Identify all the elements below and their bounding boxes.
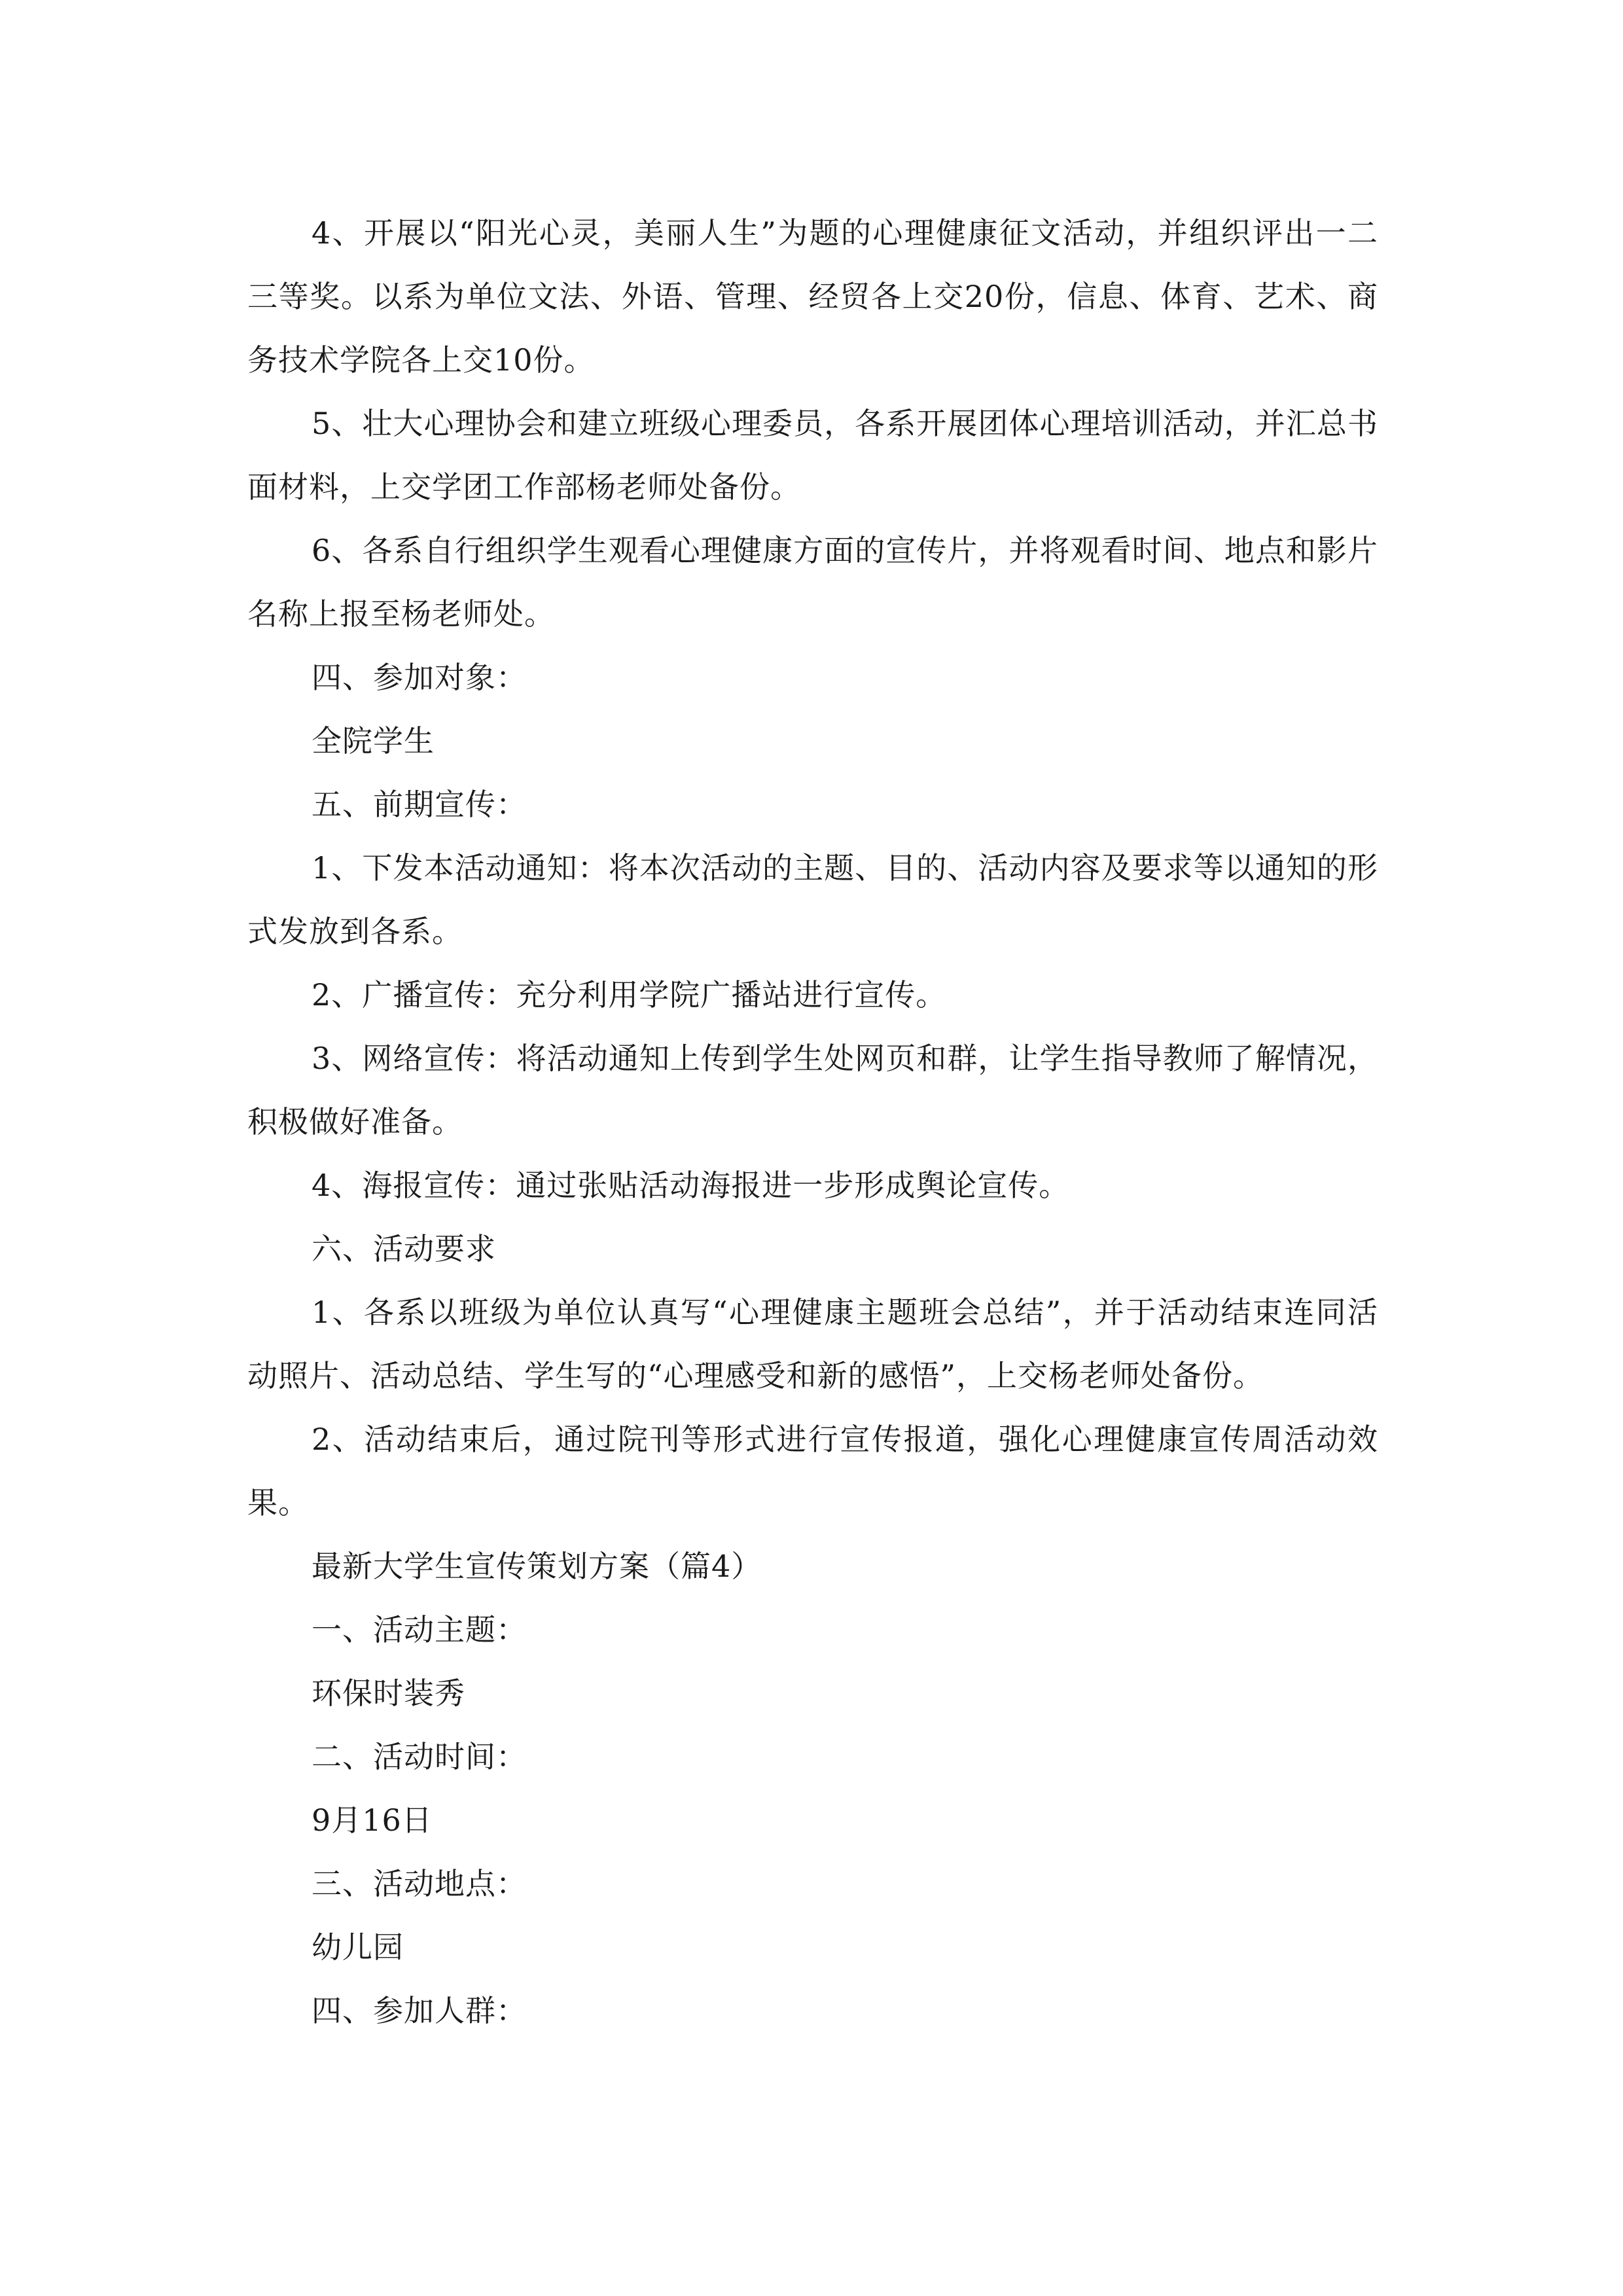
heading-participants: 四、参加对象：: [312, 660, 527, 695]
paragraph-essay-contest: 4、开展以“阳光心灵，美丽人生”为题的心理健康征文活动，并组织评出一二三等奖。以系为单位文法、外语、管理、经贸各上交20份，信息、体育、艺术、商务技术学院各上交10份。: [247, 215, 1378, 378]
paragraph-theme-value: 环保时装秀: [312, 1676, 465, 1711]
heading-location: 三、活动地点：: [312, 1866, 527, 1901]
paragraph-psych-association: 5、壮大心理协会和建立班级心理委员，各系开展团体心理培训活动，并汇总书面材料，上交学团工作部杨老师处备份。: [247, 406, 1378, 505]
paragraph-report: 2、活动结束后，通过院刊等形式进行宣传报道，强化心理健康宣传周活动效果。: [247, 1422, 1378, 1520]
paragraph-broadcast: 2、广播宣传：充分利用学院广播站进行宣传。: [312, 977, 947, 1013]
document-body: [247, 202, 1378, 2043]
paragraph-promo-film: 6、各系自行组织学生观看心理健康方面的宣传片，并将观看时间、地点和影片名称上报至杨老师处。: [247, 533, 1378, 632]
heading-time: 二、活动时间：: [312, 1739, 527, 1774]
paragraph-all-students: 全院学生: [312, 723, 435, 759]
heading-requirements: 六、活动要求: [312, 1231, 496, 1266]
paragraph-network: 3、网络宣传：将活动通知上传到学生处网页和群，让学生指导教师了解情况，积极做好准备。: [247, 1041, 1378, 1139]
paragraph-location-value: 幼儿园: [312, 1929, 404, 1965]
paragraph-notice: 1、下发本活动通知：将本次活动的主题、目的、活动内容及要求等以通知的形式发放到各系。: [247, 850, 1378, 949]
paragraph-class-summary: 1、各系以班级为单位认真写“心理健康主题班会总结”，并于活动结束连同活动照片、活动总结、学生写的“心理感受和新的感悟”，上交杨老师处备份。: [247, 1295, 1378, 1393]
heading-audience: 四、参加人群：: [312, 1993, 527, 2028]
paragraph-time-value: 9月16日: [312, 1803, 433, 1838]
heading-plan-4: 最新大学生宣传策划方案（篇4）: [312, 1549, 762, 1584]
heading-early-promotion: 五、前期宣传：: [312, 787, 527, 822]
heading-theme: 一、活动主题：: [312, 1612, 527, 1647]
paragraph-poster: 4、海报宣传：通过张贴活动海报进一步形成舆论宣传。: [312, 1168, 1070, 1203]
